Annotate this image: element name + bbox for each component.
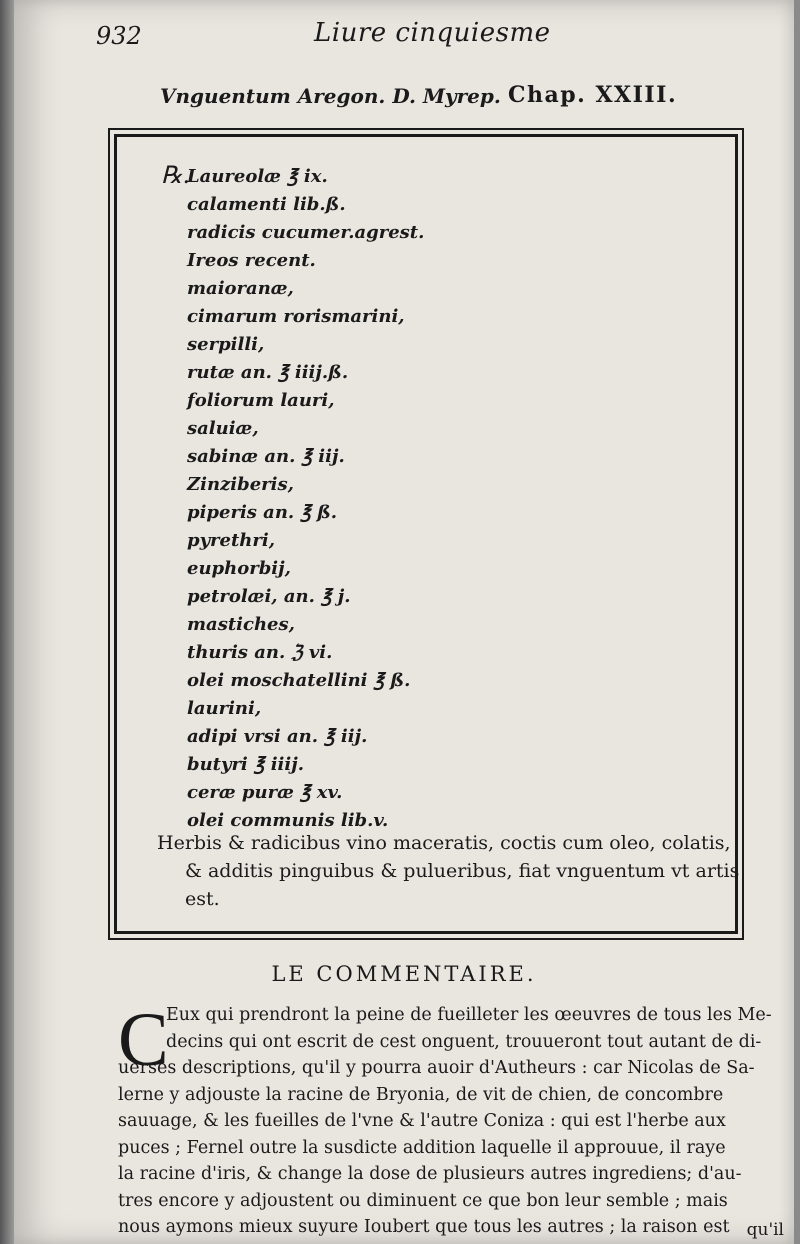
commentary-line: Eux qui prendront la peine de fueilleter les œeuvres de tous les Me- <box>166 1005 772 1025</box>
ingredient-line: Zinziberis, <box>187 474 294 495</box>
commentary-line: sauuage, & les fueilles de l'vne & l'autre Coniza : qui est l'herbe aux <box>118 1111 726 1131</box>
recipe-symbol: ℞. <box>161 161 191 189</box>
ingredient-line: pyrethri, <box>187 530 275 551</box>
commentary-line: uerses descriptions, qu'il y pourra auoir d'Autheurs : car Nicolas de Sa- <box>118 1058 755 1078</box>
ingredient-line: piperis an. ℥ ß. <box>187 502 338 523</box>
ingredient-line: ceræ puræ ℥ xv. <box>187 782 343 803</box>
ingredient-line: petrolæi, an. ℥ j. <box>187 586 351 607</box>
commentary-line: decins qui ont escrit de cest onguent, trouueront tout autant de di- <box>166 1031 762 1052</box>
drop-cap: C <box>118 998 169 1082</box>
book-title: Liure cinquiesme <box>314 18 551 48</box>
preparation-instructions: Herbis & radicibus vino maceratis, coctis cum oleo, colatis, & additis pinguibus & pulueribus, fiat vnguentum vt artis est. <box>157 832 740 910</box>
prescription-frame <box>114 134 738 934</box>
ingredient-line: maioranæ, <box>187 278 294 299</box>
ingredient-line: saluiæ, <box>187 418 259 439</box>
ingredient-line: olei communis lib.v. <box>187 810 389 831</box>
ingredient-line: foliorum lauri, <box>187 390 335 411</box>
chapter-number: Chap. XXIII. <box>508 82 678 108</box>
ingredient-list <box>187 163 424 835</box>
ingredient-line: serpilli, <box>187 334 265 355</box>
ingredient-line: adipi vrsi an. ℥ iij. <box>187 726 368 747</box>
recipe-name: Vnguentum Aregon. D. Myrep. <box>160 84 501 108</box>
running-head <box>14 18 794 54</box>
binding-gutter <box>0 0 14 1244</box>
commentary-line: nous aymons mieux suyure Ioubert que tous les autres ; la raison est <box>118 1217 730 1237</box>
ingredient-line: olei moschatellini ℥ ß. <box>187 670 411 691</box>
commentary-body <box>118 998 790 1242</box>
catchword: qu'il <box>746 1220 784 1240</box>
ingredient-line: Laureolæ ℥ ix. <box>187 166 328 187</box>
commentary-line: lerne y adjouste la racine de Bryonia, de vit de chien, de concombre <box>118 1084 724 1105</box>
commentary-paragraph <box>118 998 790 1241</box>
ingredient-line: thuris an. ℨ vi. <box>187 642 333 663</box>
commentary-line: puces ; Fernel outre la susdicte addition laquelle il approuue, il raye <box>118 1137 726 1158</box>
ingredient-line: euphorbij, <box>187 558 291 579</box>
page-number: 932 <box>96 22 142 50</box>
ingredient-line: sabinæ an. ℥ iij. <box>187 446 345 467</box>
ingredient-line: rutæ an. ℥ iiij.ß. <box>187 362 349 383</box>
commentary-line: la racine d'iris, & change la dose de plusieurs autres ingrediens; d'au- <box>118 1164 742 1184</box>
ingredient-line: butyri ℥ iiij. <box>187 754 304 775</box>
ingredient-line: calamenti lib.ß. <box>187 194 346 215</box>
chapter-header <box>14 82 794 114</box>
book-page <box>14 0 794 1244</box>
ingredient-line: Ireos recent. <box>187 250 316 271</box>
ingredient-line: mastiches, <box>187 614 295 635</box>
ingredient-line: laurini, <box>187 698 262 719</box>
commentary-line: tres encore y adjoustent ou diminuent ce que bon leur semble ; mais <box>118 1190 728 1211</box>
commentary-heading: LE COMMENTAIRE. <box>271 962 537 986</box>
ingredient-line: cimarum rorismarini, <box>187 306 405 327</box>
ingredient-line: radicis cucumer.agrest. <box>187 222 425 243</box>
